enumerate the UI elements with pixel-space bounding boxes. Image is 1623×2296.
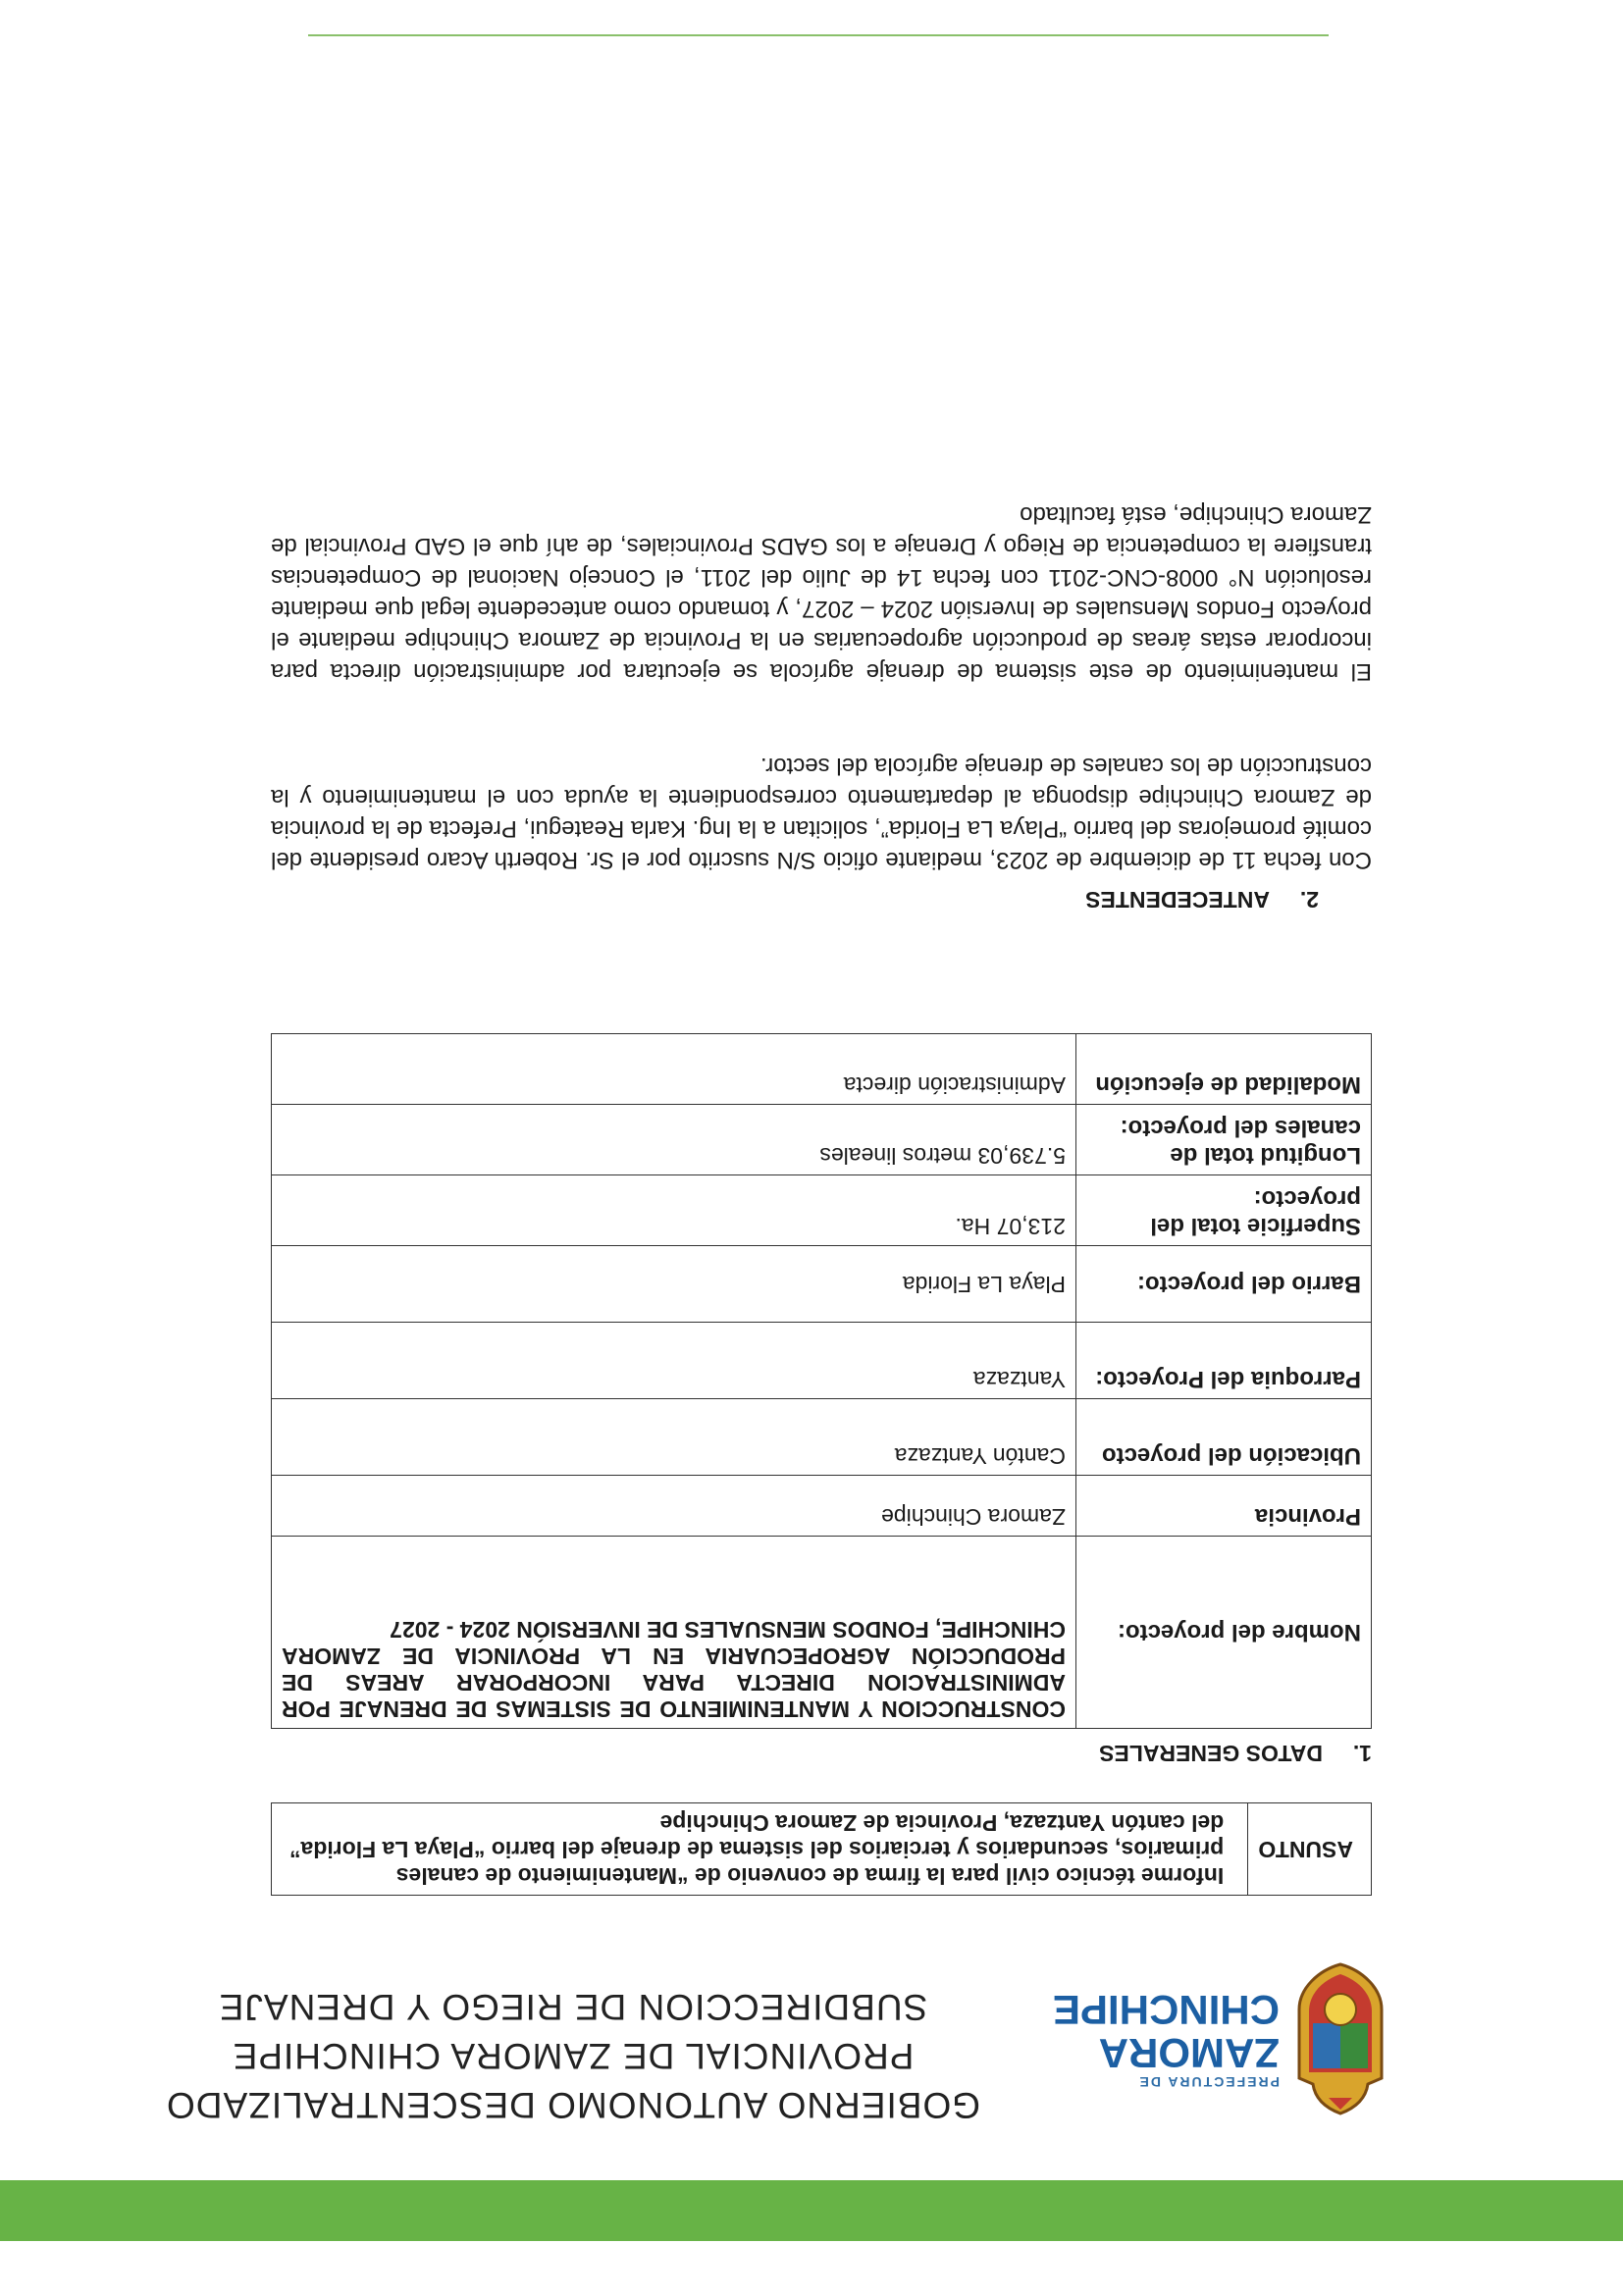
asunto-text: Informe técnico civil para la firma de convenio de “Mantenimiento de canales primarios, secundarios y terciarios del sistema de drenaje del barrio “Playa La Florida” del cantón Yantzaza, Provincia de Zamora Chinchipe bbox=[272, 1803, 1248, 1896]
antecedentes-paragraph-2: El mantenimiento de este sistema de drenaje agrícola se ejecutara por administración directa para incorporar estas áreas de producción agropecuarias en la Provincia de Zamora Chinchipe mediante el proyecto Fondos Mensuales de Inversión 2024 – 2027, y tomando como antecedente legal que mediante resolución N° 0008-CNC-2011 con fecha 14 de Julio del 2011, el Concejo Nacional de Competencias transfiere la competencia de Riego y Drenaje a los GADS Provinciales, de ahí que el GAD Provincial de Zamora Chinchipe, está facultado bbox=[271, 501, 1372, 685]
prefectura-logo bbox=[1052, 1960, 1395, 2117]
row-label: Superficie total del proyecto: bbox=[1076, 1175, 1372, 1246]
asunto-row bbox=[272, 1803, 1372, 1896]
asunto-table bbox=[271, 1802, 1372, 1896]
header-line-1: GOBIERNO AUTONOMO DESCENTRALIZADO bbox=[166, 2085, 980, 2125]
header-green-bar bbox=[0, 2180, 1623, 2241]
table-row bbox=[272, 1323, 1372, 1399]
row-value: Zamora Chinchipe bbox=[272, 1476, 1076, 1537]
coat-of-arms-icon bbox=[1285, 1960, 1395, 2117]
row-label: Provincia bbox=[1076, 1476, 1372, 1537]
footer-line bbox=[308, 34, 1329, 36]
table-row bbox=[272, 1034, 1372, 1105]
antecedentes-paragraph-1: Con fecha 11 de diciembre de 2023, mediante oficio S/N suscrito por el Sr. Roberth Acaro presidente del comité promejoras del barrio “Playa La Florida”, solicitan a la Ing. Karla Reategui, Prefecta de la provincia de Zamora Chinchipe disponga al departamento correspondiente la ayuda con el mantenimiento y la construcción de los canales de drenaje agrícola del sector. bbox=[271, 753, 1372, 873]
row-value: Administración directa bbox=[272, 1034, 1076, 1105]
logo-chinchipe: CHINCHIPE bbox=[1052, 1987, 1280, 2033]
header-line-2: PROVINCIAL DE ZAMORA CHINCHIPE bbox=[232, 2036, 915, 2076]
row-label: Barrio del proyecto: bbox=[1076, 1246, 1372, 1323]
section-2-number: 2. bbox=[1299, 887, 1319, 913]
logo-wordmark bbox=[1052, 1987, 1280, 2117]
section-1-title: DATOS GENERALES bbox=[1099, 1741, 1323, 1766]
row-label: Longitud total de canales del proyecto: bbox=[1076, 1105, 1372, 1175]
header-line-3: SUBDIRECCION DE RIEGO Y DRENAJE bbox=[218, 1987, 928, 2027]
row-value: Playa La Florida bbox=[272, 1246, 1076, 1323]
section-1-heading bbox=[1099, 1740, 1372, 1766]
table-row bbox=[272, 1175, 1372, 1246]
row-label: Modalidad de ejecución bbox=[1076, 1034, 1372, 1105]
section-2-heading bbox=[1085, 886, 1319, 913]
table-row bbox=[272, 1246, 1372, 1323]
row-value: Cantón Yantzaza bbox=[272, 1399, 1076, 1476]
row-label: Parroquia del Proyecto: bbox=[1076, 1323, 1372, 1399]
row-value: Yantzaza bbox=[272, 1323, 1076, 1399]
row-value: 5.739,03 metros lineales bbox=[272, 1105, 1076, 1175]
table-row bbox=[272, 1537, 1372, 1729]
section-1-number: 1. bbox=[1352, 1741, 1372, 1766]
row-value: 213,07 Ha. bbox=[272, 1175, 1076, 1246]
section-2-title: ANTECEDENTES bbox=[1085, 887, 1270, 913]
table-row bbox=[272, 1105, 1372, 1175]
row-label: Nombre del proyecto: bbox=[1076, 1537, 1372, 1729]
logo-small-text: PREFECTURA DE bbox=[1137, 2074, 1280, 2090]
institution-header bbox=[131, 1982, 1015, 2129]
table-row bbox=[272, 1476, 1372, 1537]
logo-zamora: ZAMORA bbox=[1098, 2030, 1280, 2076]
row-value: CONSTRUCCION Y MANTENIMIENTO DE SISTEMAS DE DRENAJE POR ADMINISTRACION DIRECTA PARA INCORPORAR AREAS DE PRODUCCIÓN AGROPECUARIA EN LA PROVINCIA DE ZAMORA CHINCHIPE, FONDOS MENSUALES DE INVERSIÓN 2024 - 2027 bbox=[272, 1537, 1076, 1729]
asunto-label: ASUNTO bbox=[1248, 1803, 1372, 1896]
row-label: Ubicación del proyecto bbox=[1076, 1399, 1372, 1476]
datos-generales-table bbox=[271, 1033, 1372, 1729]
table-row bbox=[272, 1399, 1372, 1476]
